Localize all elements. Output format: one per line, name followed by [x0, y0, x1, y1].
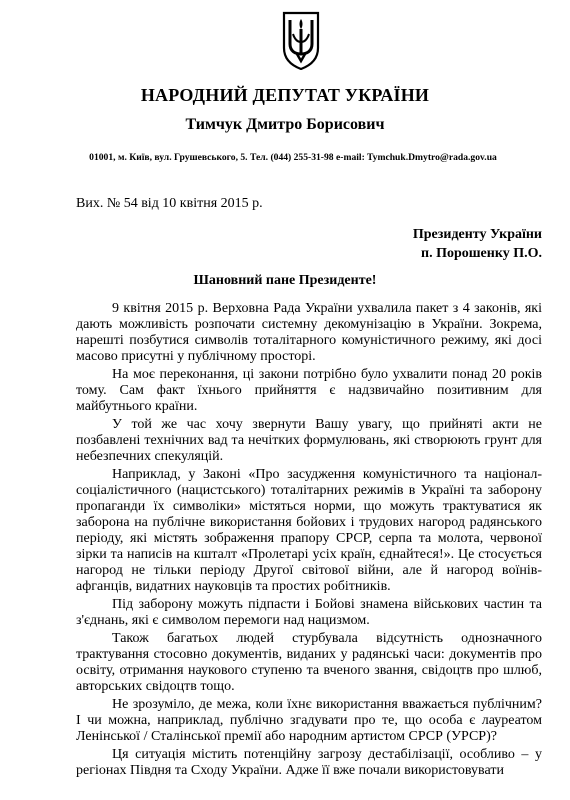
trident-coat-of-arms-icon	[281, 10, 321, 70]
paragraph: На моє переконання, ці закони потрібно було ухвалити понад 20 років тому. Сам факт їхнього прийняття є надзвичайно позитивним для майбутнього країни.	[76, 367, 542, 414]
paragraph: Ця ситуація містить потенційну загрозу дестабілізації, особливо – у регіонах Півдня та Сходу України. Адже її вже почали використовувати	[76, 747, 542, 778]
paragraph: Під заборону можуть підпасти і Бойові знамена військових частин та з'єднань, які є символом перемоги над нацизмом.	[76, 597, 542, 628]
paragraph: 9 квітня 2015 р. Верховна Рада України ухвалила пакет з 4 законів, які дають можливість розпочати системну декомунізацію в України. Зокрема, нарешті позбутися символів тоталітарного комуністичного режиму, які досі масово присутні у публічному просторі.	[76, 301, 542, 364]
paragraph: Також багатьох людей стурбувала відсутність однозначного трактування стосовно документів, виданих у радянські часи: документів про освіту, отримання наукового ступеню та вченого звання, свідоцтв про шлюб, авторських свідоцтв тощо.	[76, 631, 542, 694]
paragraph: Не зрозуміло, де межа, коли їхнє використання вважається публічним? І чи можна, наприклад, публічно згадувати про те, що особа є лауреатом Ленінської / Сталінської премії або народним артистом СРСР (УРСР)?	[76, 697, 542, 744]
paragraph: У той же час хочу звернути Вашу увагу, що прийняті акти не позбавлені технічних вад та нечітких формулювань, які створюють грунт для небезпечних спекуляцій.	[76, 417, 542, 464]
contact-line: 01001, м. Київ, вул. Грушевського, 5. Тел. (044) 255-31-98 e-mail: Tymchuk.Dmytro@rada.gov.ua	[89, 152, 497, 163]
recipient-name: п. Порошенку П.О.	[421, 246, 542, 261]
deputy-name: Тимчук Дмитро Борисович	[185, 116, 385, 133]
recipient-title: Президенту України	[412, 227, 542, 242]
letter-body	[76, 301, 542, 781]
outgoing-number: Вих. № 54 від 10 квітня 2015 р.	[76, 196, 263, 211]
recipient-block	[413, 225, 542, 263]
paragraph: Наприклад, у Законі «Про засудження комуністичного та націонал-соціалістичного (нацистського) тоталітарних режимів в Україні та заборону пропаганди їх символіки» містяться норми, що можуть трактуватися як заборона на публічне використання бойових і трудових нагород радянського періоду, які містять зображення прапору СРСР, серпа та молота, червоної зірки та написів на кшталт «Пролетарі усіх країн, єднайтеся!». Це стосується нагород не тільки періоду Другої світової війни, але й нагород воїнів-афганців, видатних науковців та простих робітників.	[76, 467, 542, 594]
salutation: Шановний пане Президенте!	[193, 273, 377, 288]
header-title: НАРОДНИЙ ДЕПУТАТ УКРАЇНИ	[140, 85, 430, 105]
